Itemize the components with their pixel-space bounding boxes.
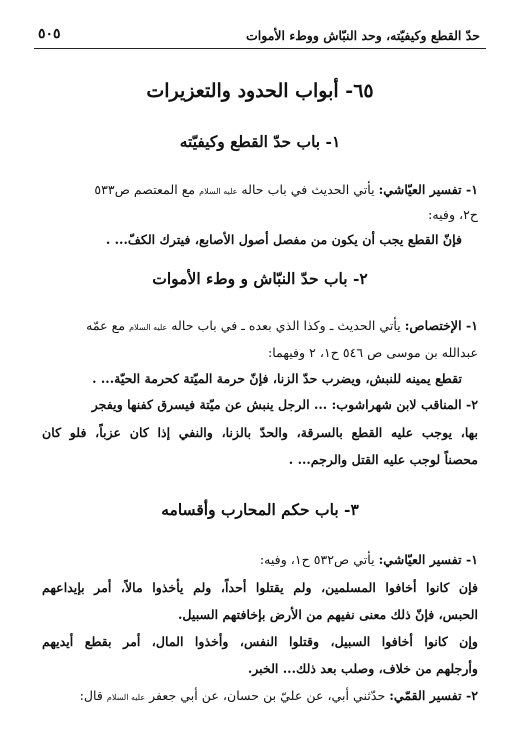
section-1-quote: فإنّ القطع يجب أن يكون من مفصل أصول الأصابع، فيترك الكفّ... . (105, 232, 462, 247)
section-3-line-3: الحبس، فإنّ ذلك معنى نفيهم من الأرض بإخافتهم السبيل. (178, 607, 478, 622)
body-text: يأتي الحديث ـ وكذا الذي بعده ـ في باب حاله (167, 318, 405, 333)
honorific: عليه السلام (199, 187, 238, 196)
body-text: يأتي الحديث في باب حاله (237, 182, 379, 197)
source-ref: ١- الإختصاص: (404, 318, 478, 333)
running-title: حدّ القطع وكيفيّته، وحد النبّاش ووطء الأموات (246, 28, 480, 43)
chapter-title: ٦٥- أبواب الحدود والتعزيرات (146, 80, 374, 102)
section-2-quote: تقطع يمينه للنبش، ويضرب حدّ الزنا، فإنّ حرمة الميّتة كحرمة الحيّة... . (92, 371, 462, 386)
section-3-line-1 (42, 550, 478, 570)
section-1-title: ١- باب حدّ القطع وكيفيّته (179, 132, 341, 151)
source-ref: ٢- المناقب لابن شهراشوب: (331, 397, 478, 412)
body-text: يأتي ص٥٣٢ ح١، وفيه: (259, 552, 379, 567)
section-1-line-1 (42, 180, 478, 202)
body-text: ... الرجل ينبش عن ميّتة فيسرق كفنها ويفجر (91, 397, 332, 412)
section-3-line-5: وأرجلهم من خلاف، وصلب بعد ذلك... الخبر. (247, 661, 478, 676)
source-ref: ١- تفسير العيّاشي: (378, 182, 478, 197)
section-1-line-2: ح٢، وفيه: (428, 207, 478, 222)
section-2-line-5: بها، يوجب عليه القطع بالسرقة، والحدّ بالزنا، والنفي إذا كان عزباً، فلو كان (42, 425, 478, 440)
honorific: عليه السلام (129, 323, 168, 332)
section-2-line-1 (42, 316, 478, 338)
source-ref: ١- تفسير العيّاشي: (378, 552, 478, 567)
section-2-line-2: عبدالله بن موسى ص ٥٤٦ ح١، ٢ وفيهما: (268, 345, 478, 360)
header-rule (34, 48, 486, 49)
body-text: مع المعتصم ص٥٣٣ (94, 182, 200, 197)
section-3-line-2: فإن كانوا أخافوا المسلمين، ولم يقتلوا أحداً، ولم يأخذوا مالاً، أمر بإيداعهم (42, 580, 478, 595)
body-text: مع عمّه (86, 318, 130, 333)
section-3-title: ٣- باب حكم المحارب وأقسامه (161, 500, 359, 519)
source-ref: ٢- تفسير القمّي: (389, 688, 478, 703)
section-2-line-4 (42, 395, 478, 415)
section-2-title: ٢- باب حدّ النبّاش و وطء الأموات (152, 269, 368, 288)
section-2-line-6: محصناً لوجب عليه القتل والرجم... . (288, 452, 478, 467)
body-text: حدّثني أبي، عن عليّ بن حسان، عن أبي جعفر (145, 688, 390, 703)
page-number: ٥٠٥ (38, 26, 61, 42)
honorific: عليه السلام (106, 693, 146, 702)
section-3-line-4: وإن كانوا أخافوا السبيل، وقتلوا النفس، وأخذوا المال، أمر بقطع أيديهم (42, 634, 478, 649)
body-text: قال: (79, 688, 107, 703)
section-3-line-6 (42, 686, 478, 708)
